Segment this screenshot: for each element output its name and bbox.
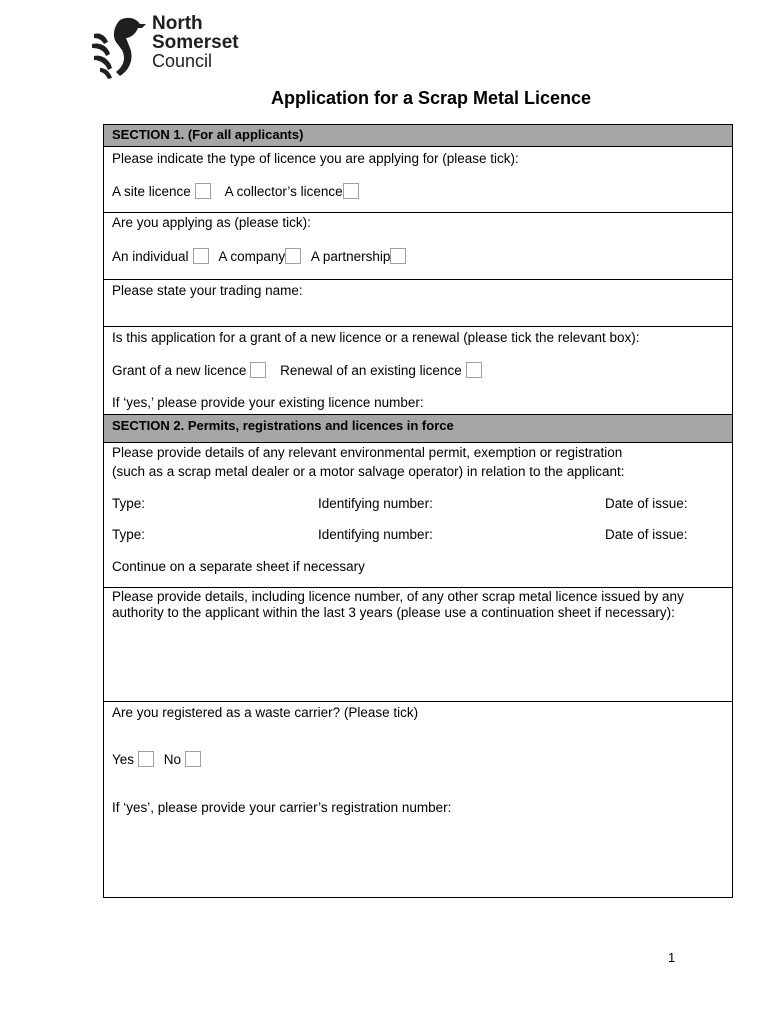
permit-date-label-1: Date of issue: (605, 496, 688, 511)
grant-renewal-options (112, 362, 482, 379)
option-site-licence-label: A site licence (112, 184, 191, 199)
permit-id-label-2: Identifying number: (318, 527, 433, 542)
grant-checkbox[interactable] (250, 362, 266, 378)
other-licences-row (104, 587, 732, 702)
option-grant-label: Grant of a new licence (112, 363, 247, 378)
individual-checkbox[interactable] (193, 248, 209, 264)
continue-note: Continue on a separate sheet if necessary (112, 559, 365, 574)
page-title: Application for a Scrap Metal Licence (270, 88, 592, 108)
permit-type-label-1: Type: (112, 496, 146, 511)
permit-type-label-2: Type: (112, 527, 146, 542)
permits-row (104, 442, 732, 588)
logo-line-2: Somerset (152, 32, 239, 53)
collector-licence-checkbox[interactable] (343, 183, 359, 199)
existing-licence-number-prompt: If ‘yes,’ please provide your existing licence number: (112, 395, 424, 410)
option-company-label: A company (218, 249, 286, 264)
waste-carrier-options (112, 751, 201, 768)
grant-renewal-row (104, 326, 732, 415)
permits-text-line-2: (such as a scrap metal dealer or a motor salvage operator) in relation to the applicant: (112, 464, 625, 479)
licence-type-question: Please indicate the type of licence you are applying for (please tick): (112, 151, 519, 166)
applying-as-options (112, 248, 406, 265)
section-1-heading: SECTION 1. (For all applicants) (104, 125, 732, 146)
site-licence-checkbox[interactable] (195, 183, 211, 199)
other-licences-text: Please provide details, including licence number, of any other scrap metal licence issued by any authority to the applicant within the last 3 years (please use a continuation sheet if necessary): (112, 589, 684, 620)
page-number: 1 (668, 950, 676, 965)
yes-checkbox[interactable] (138, 751, 154, 767)
grant-renewal-question: Is this application for a grant of a new licence or a renewal (please tick the relevant box): (112, 330, 640, 345)
partnership-checkbox[interactable] (390, 248, 406, 264)
carrier-registration-prompt: If ‘yes’, please provide your carrier’s registration number: (112, 800, 452, 815)
logo-line-3: Council (152, 51, 213, 71)
renewal-checkbox[interactable] (466, 362, 482, 378)
licence-type-row (104, 146, 732, 213)
option-renewal-label: Renewal of an existing licence (280, 363, 462, 378)
option-yes-label: Yes (112, 752, 135, 767)
wyvern-logo-icon (90, 14, 150, 80)
trading-name-row (104, 279, 732, 327)
section-2-heading: SECTION 2. Permits, registrations and licences in force (104, 414, 732, 442)
application-form (103, 124, 733, 898)
trading-name-question: Please state your trading name: (112, 283, 303, 298)
permit-id-label-1: Identifying number: (318, 496, 433, 511)
option-partnership-label: A partnership (310, 249, 391, 264)
waste-carrier-question: Are you registered as a waste carrier? (Please tick) (112, 705, 419, 720)
option-individual-label: An individual (112, 249, 189, 264)
permits-text-line-1: Please provide details of any relevant environmental permit, exemption or registration (112, 445, 623, 460)
logo-line-1: North (152, 13, 203, 34)
applying-as-question: Are you applying as (please tick): (112, 215, 311, 230)
council-logo (90, 14, 270, 80)
waste-carrier-row (104, 701, 732, 900)
option-no-label: No (163, 752, 182, 767)
licence-type-options (112, 183, 359, 200)
applying-as-row (104, 212, 732, 280)
company-checkbox[interactable] (285, 248, 301, 264)
option-collector-licence-label: A collector’s licence (224, 184, 343, 199)
permit-date-label-2: Date of issue: (605, 527, 688, 542)
no-checkbox[interactable] (185, 751, 201, 767)
